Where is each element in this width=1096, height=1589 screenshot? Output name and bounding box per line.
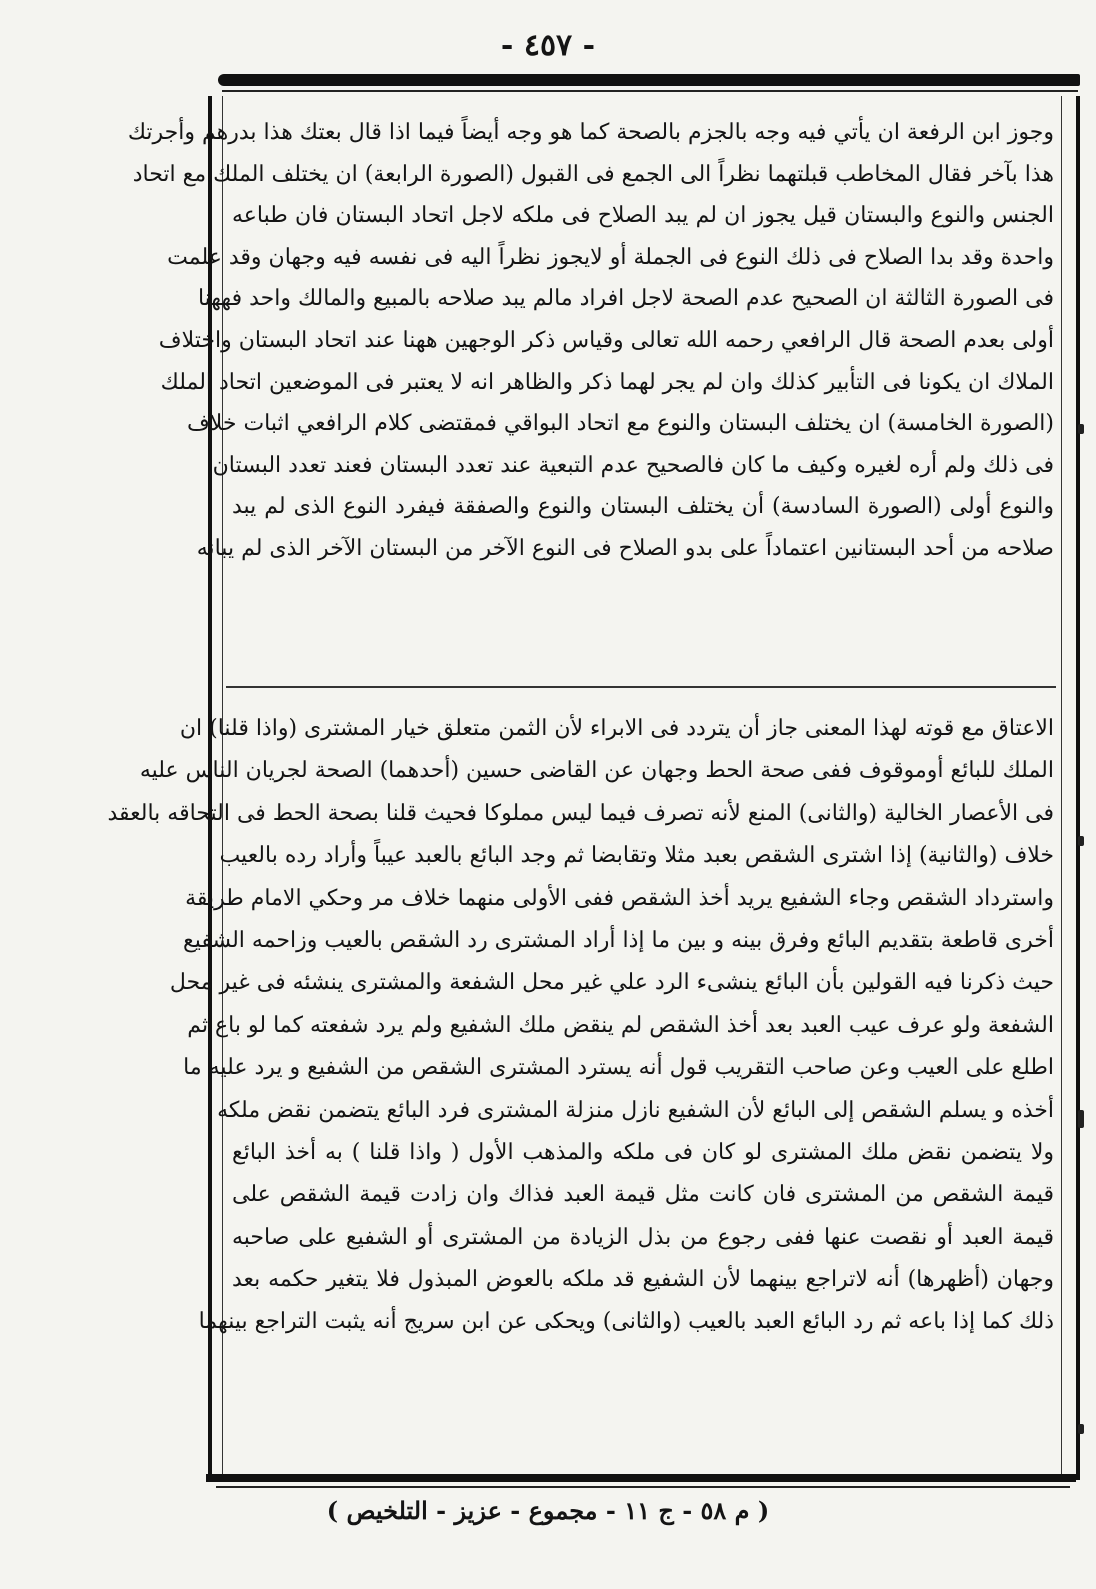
upper-line-1: وجوز ابن الرفعة ان يأتي فيه وجه بالجزم بالصحة كما هو وجه أيضاً فيما اذا قال بعتك هذا بدرهم وأجرتك [127, 120, 1054, 145]
upper-line-9: فى ذلك ولم أره لغيره وكيف ما كان فالصحيح عدم التبعية عند تعدد البستان فعند تعدد البستان [212, 452, 1054, 478]
upper-line-4: واحدة وقد بدا الصلاح فى ذلك النوع فى الجملة أو لايجوز نظراً اليه فى نفسه فيه وجهان وقد علمت [167, 244, 1054, 270]
lower-line-4: خلاف (والثانية) إذا اشترى الشقص بعبد مثلا وتقابضا ثم وجد البائع بالعبد عيباً وأراد رده بالعيب [219, 843, 1054, 869]
lower-line-6: أخرى قاطعة بتقديم البائع وفرق بينه و بين ما إذا أراد المشترى رد الشقص بالعيب وزاحمه الشفيع [183, 927, 1054, 953]
lower-line-1: الاعتاق مع قوته لهذا المعنى جاز أن يتردد فى الابراء لأن الثمن متعلق خيار المشترى (واذا قلنا) ان [179, 716, 1054, 741]
lower-line-9: اطلع على العيب وعن صاحب التقريب قول أنه يسترد المشترى الشقص من الشفيع و يرد عليه ما [183, 1055, 1054, 1081]
upper-line-6: أولى بعدم الصحة قال الرافعي رحمه الله تعالى وقياس ذكر الوجهين ههنا عند اتحاد البستان واختلاف [158, 327, 1054, 353]
upper-line-10: والنوع أولى (الصورة السادسة) أن يختلف البستان والنوع والصفقة فيفرد النوع الذى لم يبد [232, 494, 1054, 520]
bottom-rule [206, 1474, 1076, 1482]
upper-line-5: فى الصورة الثالثة ان الصحيح عدم الصحة لاجل افراد مالم يبد صلاحه بالمبيع والمالك واحد فههنا [197, 286, 1054, 312]
bottom-rule-thin [216, 1486, 1070, 1488]
lower-line-12: قيمة الشقص من المشترى فان كانت مثل قيمة العبد فذاك وان زادت قيمة الشقص على [232, 1182, 1054, 1208]
lower-line-5: واسترداد الشقص وجاء الشفيع يريد أخذ الشقص ففى الأولى منهما خلاف مر وحكي الامام طريقة [185, 885, 1054, 911]
margin-mark [1078, 1424, 1084, 1434]
footer-signature: ( م ٥٨ - ج ١١ - مجموع - عزيز - التلخيص ) [326, 1496, 770, 1525]
upper-line-3: الجنس والنوع والبستان قيل يجوز ان لم يبد الصلاح فى ملكه لاجل اتحاد البستان فان طباعه [232, 203, 1055, 229]
lower-line-8: الشفعة ولو عرف عيب العبد بعد أخذ الشقص لم ينقض ملك الشفيع ولم يرد شفعته كما لو باع ثم [187, 1012, 1054, 1038]
upper-text-block [127, 112, 1055, 570]
upper-line-8: (الصورة الخامسة) ان يختلف البستان والنوع مع اتحاد البواقي فمقتضى كلام الرافعي اثبات خلاف [186, 411, 1054, 437]
upper-line-7: الملاك ان يكونا فى التأبير كذلك وان لم يجر لهما ذكر والظاهر انه لا يعتبر فى الموضعين اتحاد الملك [160, 369, 1054, 395]
top-rule [218, 74, 1080, 86]
lower-line-10: أخذه و يسلم الشقص إلى البائع لأن الشفيع نازل منزلة المشترى فرد البائع يتضمن نقض ملكه [217, 1097, 1054, 1123]
upper-line-11: صلاحه من أحد البستانين اعتماداً على بدو الصلاح فى النوع الآخر من البستان الآخر الذى لم يبانه [196, 535, 1054, 561]
lower-line-14: وجهان (أظهرها) أنه لاتراجع بينهما لأن الشفيع قد ملكه بالعوض المبذول فلا يتغير حكمه بعد [232, 1267, 1054, 1293]
page-number: - ٤٥٧ - [500, 28, 596, 63]
lower-line-15: ذلك كما إذا باعه ثم رد البائع العبد بالعيب (والثانى) ويحكى عن ابن سريج أنه يثبت التراجع بينهما [198, 1309, 1054, 1335]
section-divider [226, 686, 1056, 688]
margin-mark [1078, 424, 1084, 434]
lower-line-2: الملك للبائع أوموقوف ففى صحة الحط وجهان عن القاضى حسين (أحدهما) الصحة لجريان الناس عليه [139, 758, 1054, 784]
top-rule-thin [222, 90, 1078, 92]
margin-mark [1078, 836, 1084, 846]
lower-line-11: ولا يتضمن نقض ملك المشترى لو كان فى ملكه والمذهب الأول ( واذا قلنا ) به أخذ البائع [232, 1139, 1054, 1165]
lower-line-7: حيث ذكرنا فيه القولين بأن البائع ينشىء الرد علي غير محل الشفعة والمشترى ينشئه فى غير محل [169, 970, 1054, 996]
margin-mark [1078, 1110, 1084, 1128]
lower-line-3: فى الأعصار الخالية (والثانى) المنع لأنه تصرف فيما ليس مملوكا فحيث قلنا بصحة الحط فى التحاقه بالعقد [107, 800, 1054, 826]
lower-line-13: قيمة العبد أو نقصت عنها ففى رجوع من بذل الزيادة من المشترى أو الشفيع على صاحبه [232, 1224, 1054, 1250]
lower-text-block [107, 708, 1054, 1344]
upper-line-2: هذا بآخر فقال المخاطب قبلتهما نظراً الى الجمع فى القبول (الصورة الرابعة) ان يختلف الملك مع اتحاد [132, 161, 1054, 187]
